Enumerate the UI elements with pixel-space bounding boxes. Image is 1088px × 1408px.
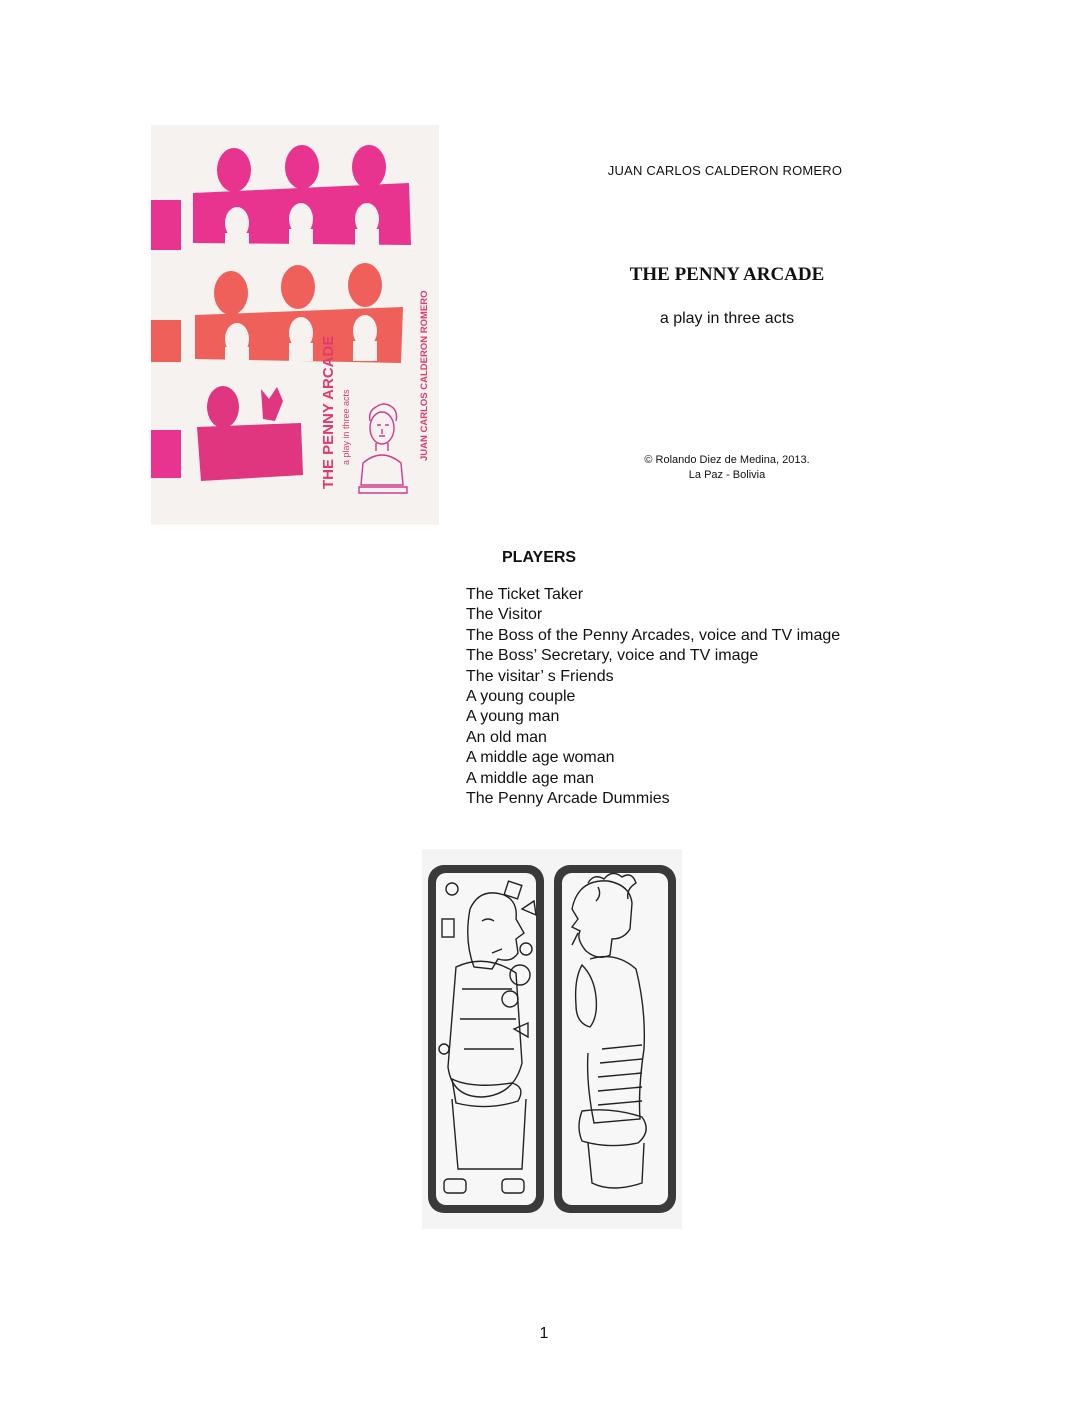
player-item: An old man [466, 728, 547, 746]
players-heading: PLAYERS [502, 549, 577, 566]
players-list [466, 585, 840, 809]
book-cover-image [151, 125, 439, 525]
copyright-notice [560, 453, 894, 483]
page-number: 1 [539, 1325, 549, 1342]
player-item: The Visitor [466, 606, 543, 624]
cover-subtitle: a play in three acts [341, 389, 351, 465]
player-item: The Ticket Taker [466, 586, 584, 603]
cover-title: THE PENNY ARCADE [320, 335, 337, 489]
player-item: A young couple [466, 688, 576, 706]
player-item: A middle age woman [466, 749, 615, 767]
player-item: The Penny Arcade Dummies [466, 790, 670, 808]
player-item: The Boss’ Secretary, voice and TV image [466, 647, 759, 665]
player-item: A young man [466, 708, 560, 726]
play-title: THE PENNY ARCADE [629, 264, 825, 285]
copyright-line: © Rolando Diez de Medina, 2013. [644, 454, 810, 466]
player-item: The Boss of the Penny Arcades, voice and TV image [466, 626, 841, 644]
player-item: The visitar’ s Friends [466, 667, 614, 685]
play-subtitle: a play in three acts [659, 310, 795, 327]
dummies-illustration [422, 849, 682, 1229]
cover-author: JUAN CARLOS CALDERON ROMERO [419, 290, 430, 461]
copyright-location: La Paz - Bolivia [688, 469, 766, 481]
player-item: A middle age man [466, 769, 595, 787]
author-name: JUAN CARLOS CALDERON ROMERO [607, 163, 843, 178]
